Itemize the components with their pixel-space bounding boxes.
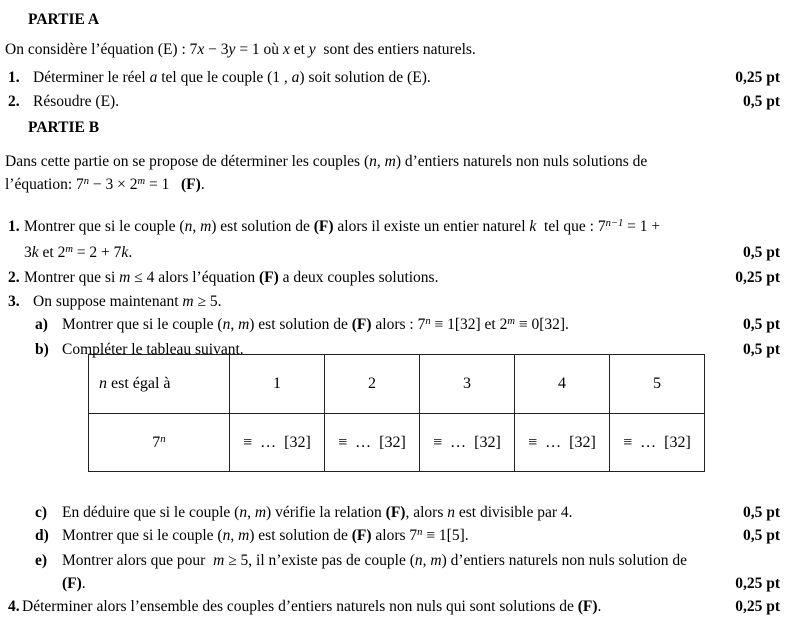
text-segment: (F) xyxy=(385,504,406,521)
math-superscript: n−1 xyxy=(605,218,624,230)
math-variable: m xyxy=(254,504,267,521)
text-segment: . xyxy=(81,575,86,592)
points-label: 0,5 pt xyxy=(742,527,780,544)
math-variable: n xyxy=(184,218,193,235)
text-segment: = 2 + 7 xyxy=(72,244,122,261)
text-segment: Déterminer alors l’ensemble des couples d’entiers naturels non nuls qui sont solutions de xyxy=(22,598,578,615)
text-segment: ≡ … [32] xyxy=(338,433,406,451)
line-text xyxy=(33,290,221,313)
text-segment: (F) xyxy=(351,527,372,544)
question-item xyxy=(5,215,780,240)
sub-question xyxy=(5,549,780,572)
text-segment: est égal à xyxy=(107,375,171,392)
math-variable: m xyxy=(119,269,131,286)
text-segment: = 1 + xyxy=(623,218,661,235)
text-segment: ) est solution de xyxy=(249,316,352,333)
text-segment: 1 xyxy=(273,375,281,392)
line-text xyxy=(33,90,119,113)
sub-question xyxy=(5,313,780,338)
text-segment: PARTIE A xyxy=(28,11,100,28)
table-cell xyxy=(420,414,515,472)
text-segment: ) d’entiers naturels non nuls solution de xyxy=(441,552,687,569)
text-segment: Résoudre (E). xyxy=(33,93,120,110)
item-marker: 1. xyxy=(8,218,20,235)
text-segment: Montrer que si le couple ( xyxy=(62,527,223,544)
text-segment: et xyxy=(289,41,309,58)
text-segment: = 1 xyxy=(145,176,182,193)
text-segment: (F) xyxy=(62,575,82,592)
item-marker: 4. xyxy=(8,598,20,615)
text-segment: (F) xyxy=(577,598,598,615)
line-text xyxy=(62,549,687,572)
line-text xyxy=(28,116,99,139)
text-segment: En déduire que si le couple ( xyxy=(62,504,240,521)
text-segment: (F) xyxy=(258,269,279,286)
text-segment: , xyxy=(247,504,255,521)
math-variable: n xyxy=(99,375,107,392)
math-superscript: n xyxy=(160,432,166,445)
line-text xyxy=(62,313,569,338)
math-variable: k xyxy=(529,218,537,235)
math-superscript: n xyxy=(83,176,90,188)
text-segment: , xyxy=(422,552,431,569)
text-segment: , xyxy=(376,153,385,170)
text-segment: Compléter le tableau suivant. xyxy=(62,341,244,358)
math-variable: n xyxy=(447,504,455,521)
line-text xyxy=(33,66,431,89)
text-segment: − 3 × 2 xyxy=(89,176,138,193)
points-label: 0,25 pt xyxy=(735,269,780,286)
text-segment: PARTIE B xyxy=(28,119,100,136)
modulo-table xyxy=(88,354,705,472)
document-lines-upper xyxy=(5,8,780,361)
text-segment: ≥ 5, il n’existe pas de couple ( xyxy=(224,552,415,569)
item-marker: 3. xyxy=(8,293,20,310)
math-variable: m xyxy=(182,293,194,310)
math-variable: x xyxy=(197,41,205,58)
text-segment: est divisible par 4. xyxy=(454,504,573,521)
table-cell xyxy=(230,355,325,414)
line-text xyxy=(62,572,86,595)
math-superscript: m xyxy=(507,316,515,328)
points-label: 0,25 pt xyxy=(735,575,780,592)
continuation-line xyxy=(5,572,780,595)
text-segment: ≤ 4 alors l’équation xyxy=(130,269,259,286)
math-variable: a xyxy=(291,69,300,86)
text-segment: On considère l’équation (E) : 7 xyxy=(5,41,198,58)
line-text xyxy=(28,8,99,31)
table-cell xyxy=(325,414,420,472)
text-segment: 4 xyxy=(558,375,566,392)
text-segment: , alors xyxy=(405,504,448,521)
text-segment: l’équation: 7 xyxy=(5,176,84,193)
text-segment: sont des entiers naturels. xyxy=(315,41,476,58)
math-superscript: n xyxy=(417,527,423,539)
text-segment: ≡ … [32] xyxy=(623,433,691,451)
statement-line xyxy=(5,38,780,61)
question-item xyxy=(5,90,780,113)
line-text xyxy=(24,266,438,289)
text-segment: . xyxy=(597,598,602,615)
text-segment: 5 xyxy=(653,375,661,392)
item-marker: a) xyxy=(35,316,48,333)
table-cell xyxy=(515,414,610,472)
text-segment: a deux couples solutions. xyxy=(278,269,439,286)
table-cell xyxy=(89,414,230,472)
text-segment: ≡ 1[32] et 2 xyxy=(430,316,508,333)
line-text xyxy=(24,215,660,240)
text-segment: ≡ … [32] xyxy=(528,433,596,451)
item-marker: 1. xyxy=(8,69,20,86)
text-segment: ) est solution de xyxy=(249,527,352,544)
question-item xyxy=(5,290,780,313)
line-text xyxy=(24,241,132,266)
text-segment: alors 7 xyxy=(371,527,418,544)
math-variable: m xyxy=(238,527,250,544)
text-segment: tel que le couple (1 , xyxy=(157,69,292,86)
continuation-line xyxy=(5,241,780,266)
text-segment: . xyxy=(200,176,205,193)
line-text xyxy=(5,38,476,61)
math-variable: m xyxy=(200,218,212,235)
text-segment: 2 xyxy=(368,375,376,392)
points-label: 0,25 pt xyxy=(735,69,780,86)
line-text xyxy=(22,595,601,618)
text-segment: , xyxy=(230,527,239,544)
text-segment: ≥ 5. xyxy=(193,293,222,310)
text-segment: ) vérifie la relation xyxy=(266,504,386,521)
math-variable: n xyxy=(414,552,423,569)
line-text xyxy=(62,524,469,549)
item-marker: e) xyxy=(35,552,48,569)
sub-question xyxy=(5,524,780,549)
table-row xyxy=(89,355,705,414)
question-item xyxy=(5,595,780,618)
text-segment: ≡ … [32] xyxy=(243,433,311,451)
text-segment: ) est solution de xyxy=(211,218,314,235)
math-variable: n xyxy=(239,504,248,521)
table-wrapper xyxy=(88,354,780,472)
text-segment: 3 xyxy=(24,244,32,261)
math-variable: m xyxy=(213,552,225,569)
text-segment: alors : 7 xyxy=(371,316,426,333)
table-row xyxy=(89,414,705,472)
item-marker: 2. xyxy=(8,93,20,110)
text-segment: ≡ 1[5]. xyxy=(422,527,469,544)
math-variable: k xyxy=(31,244,39,261)
line-text xyxy=(62,338,244,361)
text-segment: Dans cette partie on se propose de déterminer les couples ( xyxy=(5,153,370,170)
math-variable: n xyxy=(369,153,377,170)
table-cell xyxy=(610,355,705,414)
points-label: 0,5 pt xyxy=(742,341,780,358)
statement-line xyxy=(5,150,780,173)
section-heading xyxy=(5,8,780,31)
text-segment: tel que : 7 xyxy=(536,218,606,235)
text-segment: − 3 xyxy=(204,41,229,58)
table-cell xyxy=(515,355,610,414)
text-segment: ) soit solution de (E). xyxy=(299,69,431,86)
document-lines-lower xyxy=(5,501,780,618)
text-segment: Montrer que si le couple ( xyxy=(24,218,185,235)
math-variable: k xyxy=(121,244,129,261)
math-variable: x xyxy=(282,41,290,58)
item-marker: b) xyxy=(35,341,49,358)
math-variable: n xyxy=(222,316,231,333)
text-segment: (F) xyxy=(351,316,372,333)
points-label: 0,5 pt xyxy=(742,93,780,110)
math-superscript: n xyxy=(425,316,431,328)
text-segment: On suppose maintenant xyxy=(33,293,183,310)
math-superscript: m xyxy=(65,244,73,256)
points-label: 0,5 pt xyxy=(742,316,780,333)
points-label: 0,5 pt xyxy=(742,244,780,261)
text-segment: . xyxy=(128,244,133,261)
text-segment: Déterminer le réel xyxy=(33,69,150,86)
text-segment: (F) xyxy=(181,176,201,193)
math-variable: m xyxy=(384,153,396,170)
math-variable: m xyxy=(430,552,442,569)
text-segment: , xyxy=(192,218,201,235)
text-segment: = 1 où xyxy=(235,41,283,58)
text-segment: alors il existe un entier naturel xyxy=(333,218,530,235)
text-segment: 7 xyxy=(152,433,161,451)
points-label: 0,5 pt xyxy=(742,504,780,521)
table-cell xyxy=(610,414,705,472)
sub-question xyxy=(5,501,780,524)
table-cell xyxy=(420,355,515,414)
statement-line xyxy=(5,173,780,198)
question-item xyxy=(5,266,780,289)
math-variable: n xyxy=(222,527,231,544)
item-marker: 2. xyxy=(8,269,20,286)
line-text xyxy=(62,501,573,524)
text-segment: ≡ 0[32]. xyxy=(514,316,569,333)
math-variable: m xyxy=(238,316,250,333)
text-segment: Montrer que si le couple ( xyxy=(62,316,223,333)
text-segment: (F) xyxy=(313,218,334,235)
table-cell xyxy=(325,355,420,414)
points-label: 0,25 pt xyxy=(735,598,780,615)
question-item xyxy=(5,66,780,89)
text-segment: Montrer alors que pour xyxy=(62,552,214,569)
math-variable: y xyxy=(308,41,316,58)
line-text xyxy=(5,150,647,173)
math-variable: a xyxy=(149,69,158,86)
text-segment: , xyxy=(230,316,239,333)
item-marker: d) xyxy=(35,527,49,544)
table-cell xyxy=(89,355,230,414)
text-segment: Montrer que si xyxy=(24,269,120,286)
text-segment: ≡ … [32] xyxy=(433,433,501,451)
math-superscript: m xyxy=(137,176,146,188)
item-marker: c) xyxy=(35,504,48,521)
section-heading xyxy=(5,116,780,139)
text-segment: ) d’entiers naturels non nuls solutions de xyxy=(395,153,648,170)
math-variable: y xyxy=(228,41,236,58)
table-cell xyxy=(230,414,325,472)
text-segment: 3 xyxy=(463,375,471,392)
line-text xyxy=(5,173,205,198)
text-segment: et 2 xyxy=(38,244,66,261)
